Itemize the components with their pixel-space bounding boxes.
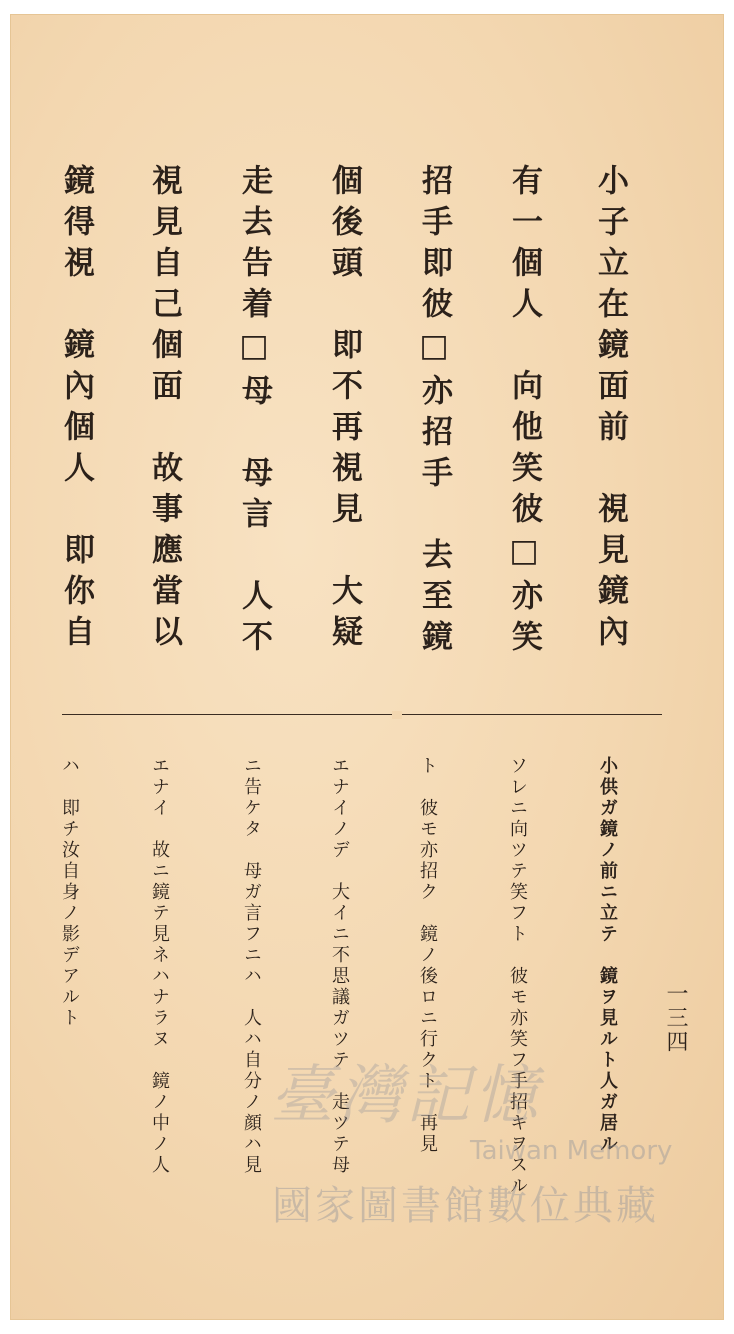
page-number: 一三四 [663,982,688,1054]
divider-rule [62,714,662,715]
text-column: 鏡得視 鏡內個人 即你自 [58,164,94,656]
text-column: 走去告着□母 母言 人不 [236,164,272,661]
text-column: 視見自己個面 故事應當以 [146,164,182,656]
text-column: エナイ 故ニ鏡テ見ネハナラヌ 鏡ノ中ノ人 [149,756,170,1176]
text-column: エナイノデ 大イニ不思議ガツテ 走ツテ母 [329,756,350,1176]
text-column: 有一個人 向他笑彼□亦笑 [506,164,542,661]
text-column: 小供ガ鏡ノ前ニ立テ 鏡ヲ見ルト人ガ居ル [597,756,618,1155]
text-column: 個後頭 即不再視見 大疑 [326,164,362,656]
text-column: ハ 即チ汝自身ノ影デアルト [59,756,80,1029]
book-page [10,14,724,1320]
text-column: 招手即彼□亦招手 去至鏡 [416,164,452,661]
text-column: ニ告ケタ 母ガ言フニハ 人ハ自分ノ顔ハ見 [241,756,262,1176]
text-column: ソレニ向ツテ笑フト 彼モ亦笑フ手招キヲスル [507,756,528,1197]
text-column: ト 彼モ亦招ク 鏡ノ後ロニ行クト 再見 [417,756,438,1155]
watermark-english: Taiwan Memory [470,1136,673,1166]
text-column: 小子立在鏡面前 視見鏡內 [592,164,628,656]
watermark-logo: 臺灣記憶 [270,1059,542,1133]
watermark-library: 國家圖書館數位典藏 [272,1183,659,1229]
